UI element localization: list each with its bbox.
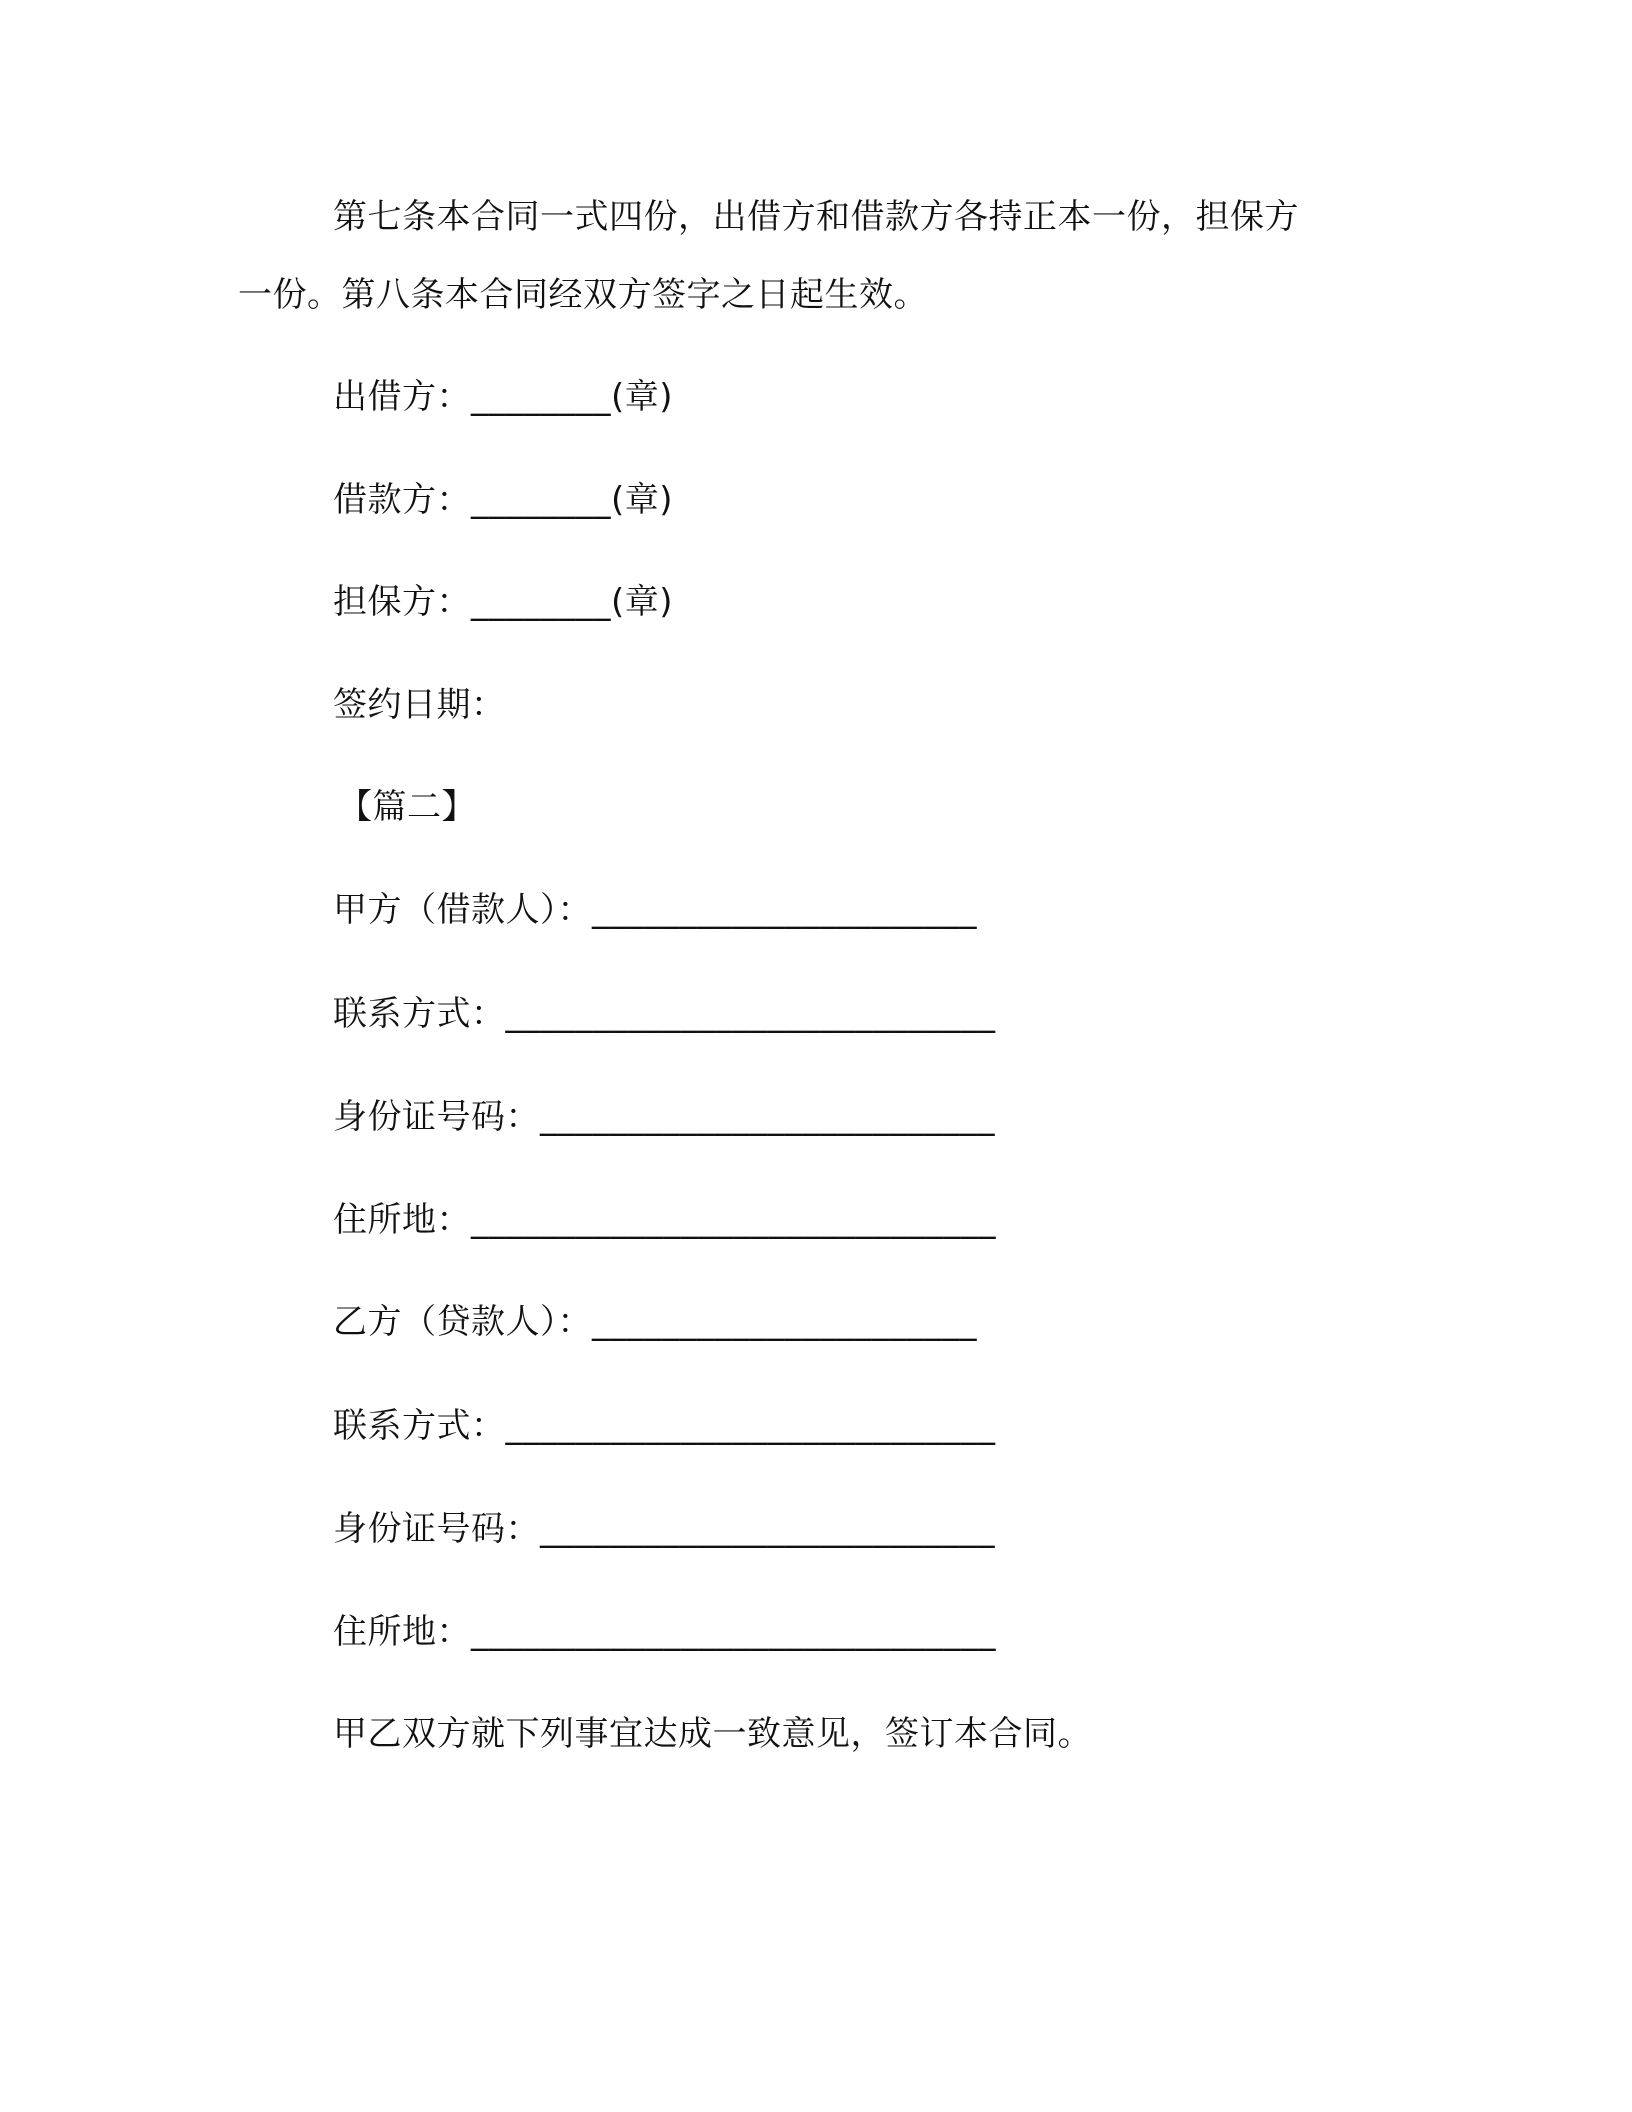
sign-date-line: 签约日期： bbox=[333, 685, 506, 725]
party-a-title-line: 甲方（借款人）：______________________ bbox=[333, 890, 977, 930]
party-a-contact-line: 联系方式：____________________________ bbox=[333, 994, 996, 1034]
party-a-address-line: 住所地：______________________________ bbox=[333, 1200, 996, 1240]
party-b-contact-line: 联系方式：____________________________ bbox=[333, 1406, 996, 1446]
paragraph-article-7-line-1: 第七条本合同一式四份，出借方和借款方各持正本一份，担保方 bbox=[333, 197, 1299, 237]
party-b-title-line: 乙方（贷款人）：______________________ bbox=[333, 1302, 977, 1342]
party-b-address-line: 住所地：______________________________ bbox=[333, 1612, 996, 1652]
lender-signature-line: 出借方：________(章) bbox=[333, 377, 674, 417]
party-a-id-line: 身份证号码：__________________________ bbox=[333, 1097, 995, 1137]
closing-paragraph: 甲乙双方就下列事宜达成一致意见，签订本合同。 bbox=[333, 1714, 1092, 1754]
guarantor-signature-line: 担保方：________(章) bbox=[333, 582, 674, 622]
section-heading: 【篇二】 bbox=[338, 787, 476, 827]
borrower-signature-line: 借款方：________(章) bbox=[333, 480, 674, 520]
party-b-id-line: 身份证号码：__________________________ bbox=[333, 1509, 995, 1549]
paragraph-article-7-line-2: 一份。第八条本合同经双方签字之日起生效。 bbox=[238, 275, 928, 315]
